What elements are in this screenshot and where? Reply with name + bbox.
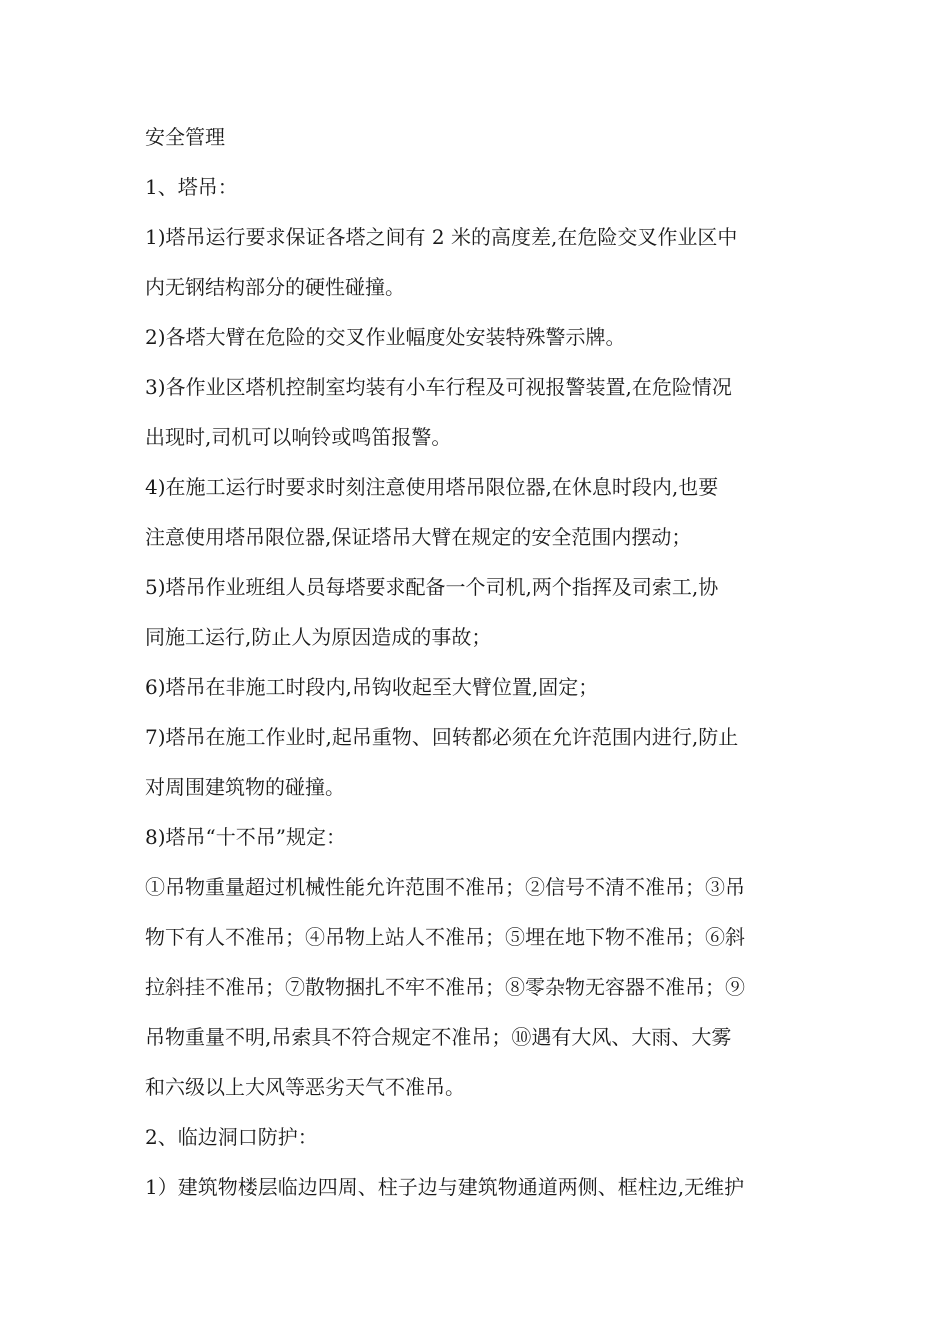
text-line: 2)各塔大臂在危险的交叉作业幅度处安装特殊警示牌。 (145, 325, 626, 349)
section-heading-safety-management: 安全管理 (145, 125, 225, 149)
text-line: 8)塔吊“十不吊”规定： (145, 825, 346, 849)
text-line: 拉斜挂不准吊；⑦散物捆扎不牢不准吊；⑧零杂物无容器不准吊；⑨ (145, 975, 745, 999)
text-line: 物下有人不准吊；④吊物上站人不准吊；⑤埋在地下物不准吊；⑥斜 (145, 925, 745, 949)
section-heading-edge-opening-protection: 2、临边洞口防护： (145, 1125, 318, 1149)
text-line: 对周围建筑物的碰撞。 (145, 775, 345, 799)
text-line: 1)塔吊运行要求保证各塔之间有 2 米的高度差,在危险交叉作业区中 (145, 225, 738, 249)
text-line: ①吊物重量超过机械性能允许范围不准吊；②信号不清不准吊；③吊 (145, 875, 745, 899)
text-line: 5)塔吊作业班组人员每塔要求配备一个司机,两个指挥及司索工,协 (145, 575, 719, 599)
document-body (145, 112, 815, 1212)
text-line: 同施工运行,防止人为原因造成的事故； (145, 625, 492, 649)
text-line: 6)塔吊在非施工时段内,吊钩收起至大臂位置,固定； (145, 675, 599, 699)
text-line: 吊物重量不明,吊索具不符合规定不准吊；⑩遇有大风、大雨、大雾 (145, 1025, 732, 1049)
text-line: 和六级以上大风等恶劣天气不准吊。 (145, 1075, 465, 1099)
text-line: 内无钢结构部分的硬性碰撞。 (145, 275, 405, 299)
text-line: 3)各作业区塔机控制室均装有小车行程及可视报警装置,在危险情况 (145, 375, 732, 399)
text-line: 1）建筑物楼层临边四周、柱子边与建筑物通道两侧、框柱边,无维护 (145, 1175, 745, 1199)
text-line: 4)在施工运行时要求时刻注意使用塔吊限位器,在休息时段内,也要 (145, 475, 719, 499)
text-line: 注意使用塔吊限位器,保证塔吊大臂在规定的安全范围内摆动； (145, 525, 692, 549)
text-line: 出现时,司机可以响铃或鸣笛报警。 (145, 425, 452, 449)
text-line: 7)塔吊在施工作业时,起吊重物、回转都必须在允许范围内进行,防止 (145, 725, 739, 749)
section-heading-tower-crane: 1、塔吊： (145, 175, 238, 199)
